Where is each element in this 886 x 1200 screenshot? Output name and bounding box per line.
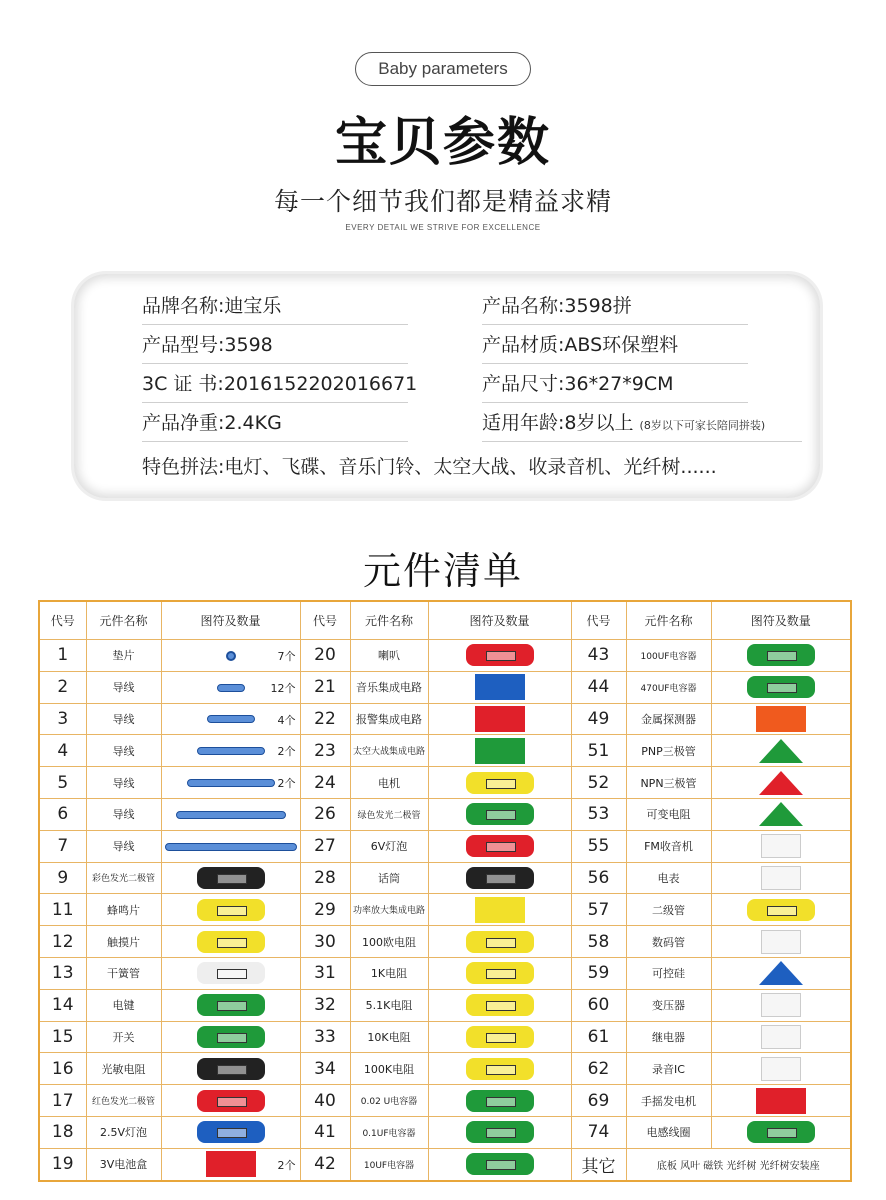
component-icon <box>761 866 801 890</box>
component-code: 49 <box>571 703 626 735</box>
param-value: 2016152202016671 <box>223 373 418 395</box>
page-title: 宝贝参数 <box>334 113 551 173</box>
component-name: 话筒 <box>350 862 428 894</box>
component-name: 电表 <box>626 862 711 894</box>
component-symbol <box>161 1021 300 1053</box>
component-name: 太空大战集成电路 <box>350 735 428 767</box>
component-count: 2个 <box>277 745 296 759</box>
component-icon <box>761 993 801 1017</box>
component-code: 40 <box>300 1085 350 1117</box>
component-icon <box>759 802 803 826</box>
component-symbol <box>428 640 571 672</box>
component-name: 100欧电阻 <box>350 926 428 958</box>
table-row <box>39 989 851 1021</box>
param-value: 36*27*9CM <box>564 373 674 395</box>
component-name: 变压器 <box>626 989 711 1021</box>
table-row <box>39 640 851 672</box>
header-code: 代号 <box>571 601 626 640</box>
component-symbol <box>161 1085 300 1117</box>
header-name: 元件名称 <box>350 601 428 640</box>
component-code: 26 <box>300 798 350 830</box>
component-code: 20 <box>300 640 350 672</box>
component-symbol <box>711 767 851 799</box>
component-symbol <box>161 767 300 799</box>
component-name: 470UF电容器 <box>626 671 711 703</box>
component-code: 55 <box>571 830 626 862</box>
component-icon <box>197 962 265 984</box>
component-name: 0.1UF电容器 <box>350 1116 428 1148</box>
param-weight <box>142 405 408 442</box>
param-label: 产品型号: <box>142 334 225 356</box>
component-code: 3 <box>39 703 86 735</box>
component-name: 5.1K电阻 <box>350 989 428 1021</box>
component-icon <box>466 803 534 825</box>
table-row <box>39 926 851 958</box>
component-code: 24 <box>300 767 350 799</box>
component-code: 16 <box>39 1053 86 1085</box>
component-name: 导线 <box>86 830 161 862</box>
table-row <box>39 1148 851 1180</box>
component-name: 电键 <box>86 989 161 1021</box>
component-icon <box>217 684 245 692</box>
component-symbol <box>711 798 851 830</box>
component-code: 15 <box>39 1021 86 1053</box>
component-icon <box>197 1121 265 1143</box>
component-icon <box>475 897 525 923</box>
component-icon <box>747 644 815 666</box>
component-icon <box>466 1121 534 1143</box>
component-code: 56 <box>571 862 626 894</box>
header-code: 代号 <box>39 601 86 640</box>
component-table <box>38 600 852 1182</box>
component-symbol <box>711 830 851 862</box>
component-code: 43 <box>571 640 626 672</box>
component-icon <box>466 772 534 794</box>
component-symbol <box>428 926 571 958</box>
component-name: 报警集成电路 <box>350 703 428 735</box>
table-row <box>39 1021 851 1053</box>
param-label: 适用年龄: <box>482 412 565 434</box>
component-icon <box>206 1151 256 1177</box>
component-icon <box>226 651 236 661</box>
param-label: 3C 证 书: <box>142 373 224 395</box>
component-name: 干簧管 <box>86 957 161 989</box>
component-symbol <box>711 1053 851 1085</box>
component-code: 44 <box>571 671 626 703</box>
param-value: 3598 <box>224 334 273 356</box>
component-name: 底板 风叶 磁铁 光纤树 光纤树安装座 <box>626 1148 851 1180</box>
component-name: 电感线圈 <box>626 1116 711 1148</box>
component-symbol <box>711 1021 851 1053</box>
component-code: 59 <box>571 957 626 989</box>
component-icon <box>756 706 806 732</box>
page-tagline: EVERY DETAIL WE STRIVE FOR EXCELLENCE <box>345 223 541 232</box>
component-symbol <box>161 798 300 830</box>
component-code: 61 <box>571 1021 626 1053</box>
param-value: 8岁以上 <box>564 412 634 434</box>
component-icon <box>761 1025 801 1049</box>
component-symbol <box>711 703 851 735</box>
component-symbol <box>161 989 300 1021</box>
component-icon <box>466 994 534 1016</box>
component-symbol <box>711 894 851 926</box>
component-icon <box>475 674 525 700</box>
header-symbol: 图符及数量 <box>428 601 571 640</box>
component-code: 19 <box>39 1148 86 1180</box>
component-symbol <box>161 957 300 989</box>
table-row <box>39 894 851 926</box>
component-icon <box>466 962 534 984</box>
component-symbol <box>161 1053 300 1085</box>
param-age <box>482 405 802 442</box>
component-symbol <box>161 830 300 862</box>
component-icon <box>756 1088 806 1114</box>
component-count: 12个 <box>270 681 296 695</box>
param-label: 特色拼法: <box>142 456 225 478</box>
component-code: 51 <box>571 735 626 767</box>
component-code: 42 <box>300 1148 350 1180</box>
component-icon <box>197 899 265 921</box>
table-row <box>39 957 851 989</box>
component-name: 可变电阻 <box>626 798 711 830</box>
component-code: 其它 <box>571 1148 626 1180</box>
component-name: 导线 <box>86 798 161 830</box>
param-value: 迪宝乐 <box>224 295 282 317</box>
param-label: 产品名称: <box>482 295 565 317</box>
header-code: 代号 <box>300 601 350 640</box>
component-code: 7 <box>39 830 86 862</box>
component-symbol <box>428 830 571 862</box>
component-code: 31 <box>300 957 350 989</box>
table-row <box>39 1116 851 1148</box>
component-code: 22 <box>300 703 350 735</box>
param-3c <box>142 366 418 403</box>
component-name: PNP三极管 <box>626 735 711 767</box>
component-name: 喇叭 <box>350 640 428 672</box>
component-name: 触摸片 <box>86 926 161 958</box>
component-code: 4 <box>39 735 86 767</box>
component-code: 13 <box>39 957 86 989</box>
component-icon <box>747 899 815 921</box>
param-label: 产品材质: <box>482 334 565 356</box>
component-code: 52 <box>571 767 626 799</box>
component-symbol <box>428 735 571 767</box>
component-code: 74 <box>571 1116 626 1148</box>
header-name: 元件名称 <box>626 601 711 640</box>
component-symbol <box>711 671 851 703</box>
component-symbol <box>161 1116 300 1148</box>
component-name: 6V灯泡 <box>350 830 428 862</box>
param-value: 电灯、飞碟、音乐门铃、太空大战、收录音机、光纤树...... <box>224 456 717 478</box>
component-code: 14 <box>39 989 86 1021</box>
section-pill: Baby parameters <box>355 52 531 86</box>
component-code: 6 <box>39 798 86 830</box>
component-icon <box>475 706 525 732</box>
component-icon <box>197 1026 265 1048</box>
component-code: 57 <box>571 894 626 926</box>
param-value: ABS环保塑料 <box>564 334 679 356</box>
component-name: 导线 <box>86 671 161 703</box>
component-icon <box>197 994 265 1016</box>
component-name: 100K电阻 <box>350 1053 428 1085</box>
component-name: 音乐集成电路 <box>350 671 428 703</box>
component-symbol <box>161 862 300 894</box>
component-code: 58 <box>571 926 626 958</box>
component-name: 绿色发光二极管 <box>350 798 428 830</box>
header-symbol: 图符及数量 <box>161 601 300 640</box>
component-name: 二级管 <box>626 894 711 926</box>
component-count: 4个 <box>277 713 296 727</box>
component-symbol <box>711 1116 851 1148</box>
component-symbol <box>711 989 851 1021</box>
component-icon <box>466 835 534 857</box>
component-symbol <box>711 640 851 672</box>
component-name: 垫片 <box>86 640 161 672</box>
table-header-row <box>39 601 851 640</box>
component-symbol <box>428 1148 571 1180</box>
component-symbol <box>428 798 571 830</box>
component-name: 手摇发电机 <box>626 1085 711 1117</box>
component-symbol <box>161 703 300 735</box>
component-code: 28 <box>300 862 350 894</box>
param-label: 产品尺寸: <box>482 373 565 395</box>
param-label: 产品净重: <box>142 412 225 434</box>
component-name: 蜂鸣片 <box>86 894 161 926</box>
component-code: 30 <box>300 926 350 958</box>
component-symbol <box>161 640 300 672</box>
component-icon <box>761 930 801 954</box>
component-icon <box>466 1026 534 1048</box>
component-name: 可控硅 <box>626 957 711 989</box>
component-name: 红色发光二极管 <box>86 1085 161 1117</box>
component-name: 10UF电容器 <box>350 1148 428 1180</box>
component-code: 21 <box>300 671 350 703</box>
table-row <box>39 767 851 799</box>
component-name: 10K电阻 <box>350 1021 428 1053</box>
component-code: 18 <box>39 1116 86 1148</box>
table-row <box>39 1053 851 1085</box>
component-icon <box>187 779 275 787</box>
component-icon <box>466 1058 534 1080</box>
table-row <box>39 862 851 894</box>
component-symbol <box>428 957 571 989</box>
component-name: 继电器 <box>626 1021 711 1053</box>
component-symbol <box>161 1148 300 1180</box>
component-icon <box>759 771 803 795</box>
table-row <box>39 1085 851 1117</box>
component-symbol <box>428 671 571 703</box>
component-name: 光敏电阻 <box>86 1053 161 1085</box>
component-name: NPN三极管 <box>626 767 711 799</box>
table-row <box>39 703 851 735</box>
component-code: 27 <box>300 830 350 862</box>
component-name: 1K电阻 <box>350 957 428 989</box>
component-code: 17 <box>39 1085 86 1117</box>
component-name: 数码管 <box>626 926 711 958</box>
component-code: 32 <box>300 989 350 1021</box>
component-icon <box>759 739 803 763</box>
component-code: 53 <box>571 798 626 830</box>
table-row <box>39 830 851 862</box>
param-brand <box>142 288 408 325</box>
component-code: 33 <box>300 1021 350 1053</box>
component-symbol <box>428 1085 571 1117</box>
table-row <box>39 735 851 767</box>
component-name: 金属探测器 <box>626 703 711 735</box>
component-count: 2个 <box>277 777 296 791</box>
component-name: 100UF电容器 <box>626 640 711 672</box>
component-code: 34 <box>300 1053 350 1085</box>
component-name: 功率放大集成电路 <box>350 894 428 926</box>
component-code: 29 <box>300 894 350 926</box>
component-name: 开关 <box>86 1021 161 1053</box>
component-name: 彩色发光二极管 <box>86 862 161 894</box>
component-symbol <box>428 767 571 799</box>
component-code: 69 <box>571 1085 626 1117</box>
component-name: 导线 <box>86 703 161 735</box>
param-product-name <box>482 288 748 325</box>
component-icon <box>466 1153 534 1175</box>
header-symbol: 图符及数量 <box>711 601 851 640</box>
component-symbol <box>428 894 571 926</box>
component-code: 23 <box>300 735 350 767</box>
component-name: 3V电池盒 <box>86 1148 161 1180</box>
component-symbol <box>161 894 300 926</box>
component-code: 12 <box>39 926 86 958</box>
component-icon <box>197 747 265 755</box>
param-features <box>142 452 717 479</box>
component-code: 11 <box>39 894 86 926</box>
component-count: 2个 <box>277 1158 296 1172</box>
param-value: 2.4KG <box>224 412 282 434</box>
component-symbol <box>161 926 300 958</box>
param-value: 3598拼 <box>564 295 632 317</box>
component-symbol <box>711 957 851 989</box>
component-icon <box>466 931 534 953</box>
component-icon <box>197 931 265 953</box>
table-row <box>39 798 851 830</box>
component-code: 9 <box>39 862 86 894</box>
component-icon <box>197 867 265 889</box>
component-icon <box>165 843 297 851</box>
component-list-title: 元件清单 <box>362 549 523 593</box>
component-code: 60 <box>571 989 626 1021</box>
component-symbol <box>161 671 300 703</box>
component-code: 5 <box>39 767 86 799</box>
component-code: 1 <box>39 640 86 672</box>
component-name: 0.02 U电容器 <box>350 1085 428 1117</box>
component-name: 导线 <box>86 767 161 799</box>
component-code: 2 <box>39 671 86 703</box>
page-subtitle: 每一个细节我们都是精益求精 <box>273 187 612 216</box>
component-code: 41 <box>300 1116 350 1148</box>
component-icon <box>761 1057 801 1081</box>
component-icon <box>747 676 815 698</box>
param-size <box>482 366 748 403</box>
component-icon <box>207 715 255 723</box>
component-icon <box>747 1121 815 1143</box>
component-icon <box>466 644 534 666</box>
component-name: 电机 <box>350 767 428 799</box>
param-label: 品牌名称: <box>142 295 225 317</box>
component-symbol <box>711 1085 851 1117</box>
component-icon <box>466 1090 534 1112</box>
component-symbol <box>711 926 851 958</box>
component-symbol <box>161 735 300 767</box>
component-icon <box>197 1058 265 1080</box>
component-count: 7个 <box>277 650 296 663</box>
param-material <box>482 327 748 364</box>
component-symbol <box>428 1116 571 1148</box>
component-name: 导线 <box>86 735 161 767</box>
component-name: FM收音机 <box>626 830 711 862</box>
component-name: 录音IC <box>626 1053 711 1085</box>
component-symbol <box>428 703 571 735</box>
component-symbol <box>428 1053 571 1085</box>
component-icon <box>197 1090 265 1112</box>
component-icon <box>466 867 534 889</box>
component-icon <box>475 738 525 764</box>
component-icon <box>759 961 803 985</box>
component-symbol <box>428 989 571 1021</box>
component-symbol <box>711 735 851 767</box>
component-name: 2.5V灯泡 <box>86 1116 161 1148</box>
component-symbol <box>428 1021 571 1053</box>
component-symbol <box>711 862 851 894</box>
table-row <box>39 671 851 703</box>
component-symbol <box>428 862 571 894</box>
param-note: (8岁以下可家长陪同拼装) <box>639 419 766 432</box>
component-icon <box>761 834 801 858</box>
component-code: 62 <box>571 1053 626 1085</box>
param-model <box>142 327 408 364</box>
header-name: 元件名称 <box>86 601 161 640</box>
component-icon <box>176 811 286 819</box>
